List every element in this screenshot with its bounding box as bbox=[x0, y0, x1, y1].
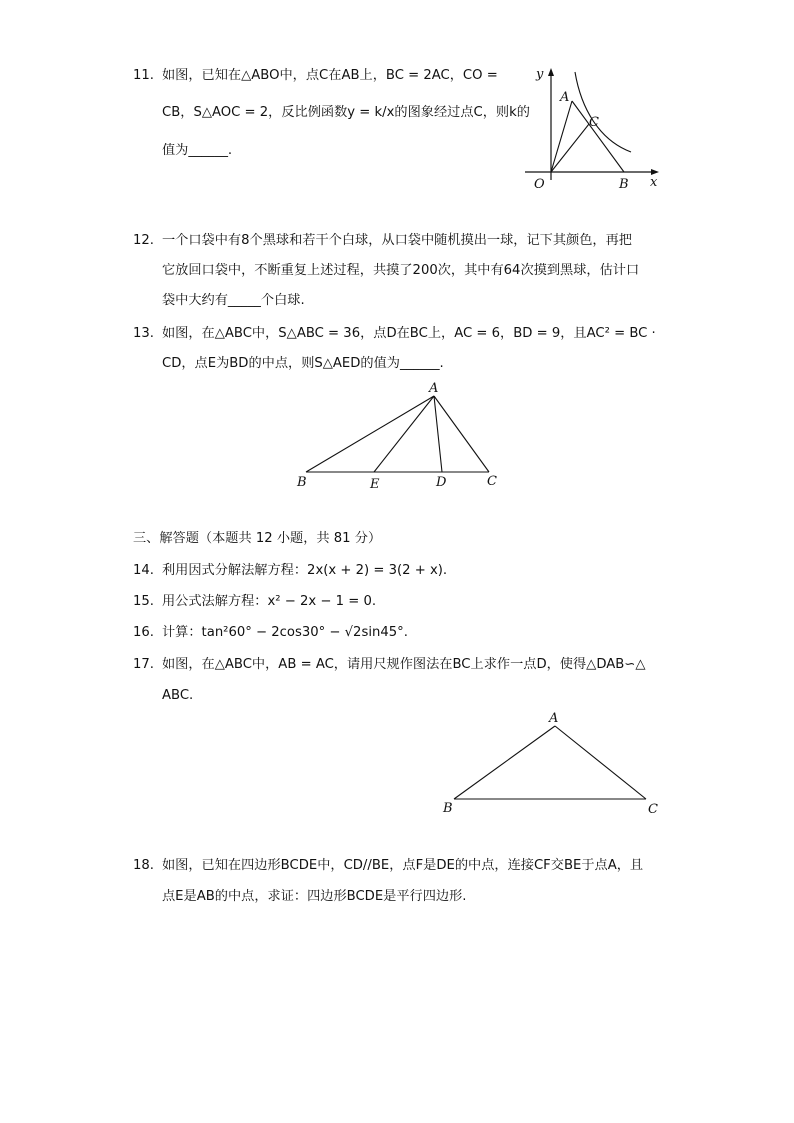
label-A: A bbox=[549, 711, 559, 726]
label-O: O bbox=[534, 177, 545, 192]
q12-line-2: 它放回口袋中，不断重复上述过程，共摸了200次，其中有64次摸到黑球，估计口 bbox=[162, 263, 640, 278]
q15-text: 用公式法解方程：x² − 2x − 1 = 0. bbox=[162, 594, 377, 609]
q14-number: 14. bbox=[133, 563, 154, 578]
q11-line-1: 如图，已知在△ABO中，点C在AB上，BC = 2AC，CO = bbox=[162, 68, 498, 83]
section-3-heading: 三、解答题（本题共 12 小题，共 81 分） bbox=[133, 531, 382, 546]
label-y: y bbox=[536, 67, 544, 82]
q18-line-1: 如图，已知在四边形BCDE中，CD//BE，点F是DE的中点，连接CF交BE于点A，且 bbox=[162, 858, 644, 873]
label-D: D bbox=[436, 475, 447, 490]
q13-number: 13. bbox=[133, 326, 154, 341]
q17-line-1: 如图，在△ABC中，AB = AC，请用尺规作图法在BC上求作一点D，使得△DAB∽△ bbox=[162, 657, 646, 672]
segment-AB bbox=[306, 396, 434, 472]
segment-AC bbox=[555, 726, 646, 799]
q11-figure bbox=[525, 62, 665, 197]
q17-figure bbox=[438, 708, 668, 820]
segment-AB bbox=[454, 726, 555, 799]
label-E: E bbox=[370, 477, 380, 492]
segment-AE bbox=[374, 396, 434, 472]
label-B: B bbox=[443, 801, 453, 816]
q13-line-1: 如图，在△ABC中，S△ABC = 36，点D在BC上，AC = 6，BD = 9，且AC² = BC · bbox=[162, 326, 656, 341]
q17-number: 17. bbox=[133, 657, 154, 672]
segment-OA bbox=[551, 101, 572, 172]
q17-line-2: ABC. bbox=[162, 688, 194, 703]
q12-line-1: 一个口袋中有8个黑球和若干个白球，从口袋中随机摸出一球，记下其颜色，再把 bbox=[162, 233, 632, 248]
label-A: A bbox=[560, 90, 570, 105]
label-C: C bbox=[487, 474, 497, 489]
q13-figure bbox=[290, 378, 510, 494]
q11-line-3: 值为______. bbox=[162, 143, 233, 158]
q15-number: 15. bbox=[133, 594, 154, 609]
label-A: A bbox=[429, 381, 439, 396]
q16-number: 16. bbox=[133, 625, 154, 640]
segment-AD bbox=[434, 396, 442, 472]
q11-line-2: CB，S△AOC = 2，反比例函数y = k/x的图象经过点C，则k的 bbox=[162, 105, 530, 120]
hyperbola-curve bbox=[575, 72, 631, 152]
segment-OC bbox=[551, 124, 589, 172]
q12-number: 12. bbox=[133, 233, 154, 248]
q13-line-2: CD，点E为BD的中点，则S△AED的值为______. bbox=[162, 356, 444, 371]
q11-number: 11. bbox=[133, 68, 154, 83]
q12-line-3: 袋中大约有_____个白球. bbox=[162, 293, 305, 308]
label-C: C bbox=[648, 802, 658, 817]
q18-line-2: 点E是AB的中点，求证：四边形BCDE是平行四边形. bbox=[162, 889, 467, 904]
q18-number: 18. bbox=[133, 858, 154, 873]
label-C: C bbox=[589, 115, 599, 130]
label-x: x bbox=[650, 175, 658, 190]
q14-text: 利用因式分解法解方程：2x(x + 2) = 3(2 + x). bbox=[162, 563, 448, 578]
y-axis-arrow bbox=[548, 68, 554, 76]
label-B: B bbox=[619, 177, 629, 192]
segment-AC bbox=[434, 396, 489, 472]
q16-text: 计算：tan²60° − 2cos30° − √2sin45°. bbox=[162, 625, 408, 640]
label-B: B bbox=[297, 475, 307, 490]
